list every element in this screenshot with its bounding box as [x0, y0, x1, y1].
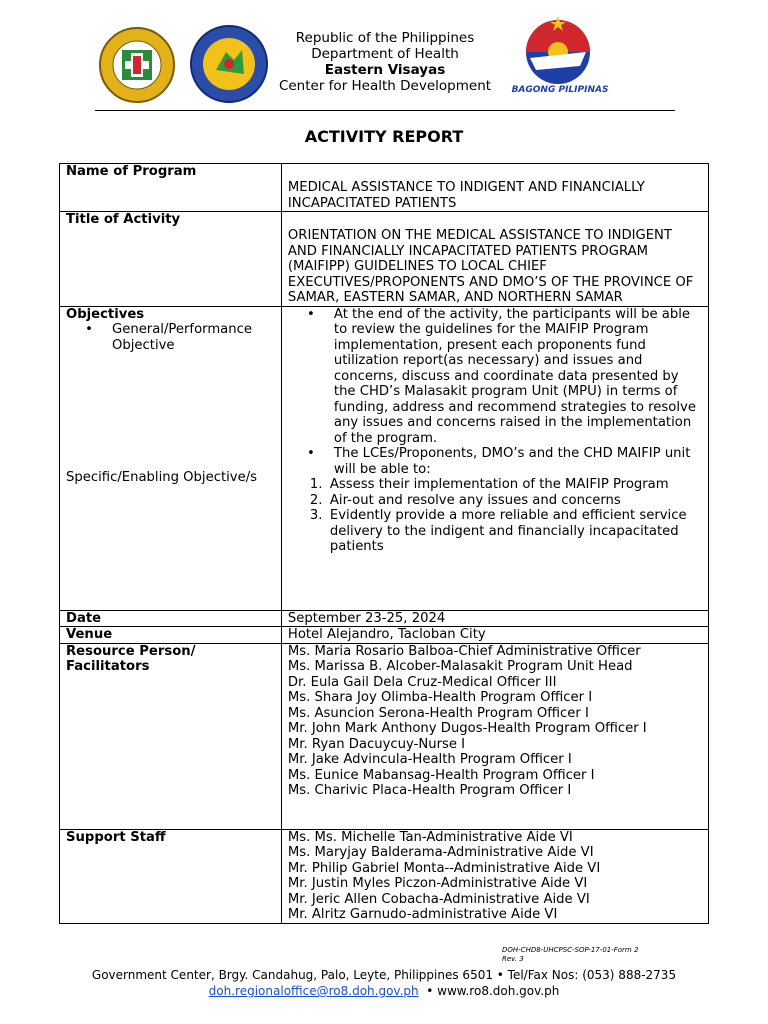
activity-label: Title of Activity — [60, 212, 282, 307]
bagong-pilipinas-logo-text: BAGONG PILIPINAS — [511, 85, 609, 95]
venue-value: Hotel Alejandro, Tacloban City — [281, 627, 708, 644]
row-support — [60, 829, 709, 923]
activity-value: ORIENTATION ON THE MEDICAL ASSISTANCE TO INDIGENT AND FINANCIALLY INCAPACITATED PATIENTS PROGRAM (MAIFIPP) GUIDELINES TO LOCAL CHIEF EXECUTIVES/PROPONENTS AND DMO’S OF THE PROVINCE OF SAMAR, EASTERN SAMAR, AND NORTHERN SAMAR — [287, 228, 694, 305]
list-item: Mr. John Mark Anthony Dugos-Health Program Officer I — [287, 721, 647, 736]
resource-person-list — [281, 643, 708, 829]
list-item: Mr. Philip Gabriel Monta--Administrative Aide VI — [287, 860, 601, 876]
letterhead-line-1: Republic of the Philippines — [295, 30, 475, 46]
list-item: Mr. Jake Advincula-Health Program Officer I — [287, 752, 572, 767]
program-value: MEDICAL ASSISTANCE TO INDIGENT AND FINANCIALLY INCAPACITATED PATIENTS — [287, 180, 645, 211]
list-item: Ms. Shara Joy Olimba-Health Program Officer I — [287, 690, 593, 705]
row-date — [60, 610, 709, 627]
row-venue — [60, 627, 709, 644]
email-link[interactable]: doh.regionaloffice@ro8.doh.gov.ph — [208, 984, 419, 998]
list-item: Mr. Ryan Dacuycuy-Nurse I — [287, 736, 466, 752]
resource-label-2: Facilitators — [66, 659, 150, 674]
page-title: ACTIVITY REPORT — [304, 127, 464, 146]
form-code: DOH-CHD8-UHCPSC-SOP-17-01-Form 2 Rev. 3 — [502, 946, 639, 963]
footer-address: Government Center, Brgy. Candahug, Palo, Leyte, Philippines 6501 • Tel/Fax Nos: (053) 888-2735 — [91, 968, 677, 982]
venue-label: Venue — [60, 627, 282, 644]
list-item: Ms. Charivic Placa-Health Program Officer I — [287, 783, 572, 798]
row-resource — [60, 643, 709, 829]
list-item: Ms. Maryjay Balderama-Administrative Aide VI — [287, 845, 594, 860]
letterhead-line-4: Center for Health Development — [278, 78, 492, 94]
row-program — [60, 164, 709, 212]
date-label: Date — [60, 610, 282, 627]
list-item: Ms. Eunice Mabansag-Health Program Officer I — [287, 767, 595, 783]
footer-contact — [0, 984, 768, 998]
header-divider — [95, 110, 675, 111]
list-item: Ms. Marissa B. Alcober-Malasakit Program Unit Head — [287, 659, 633, 674]
list-item: Mr. Justin Myles Piczon-Administrative Aide VI — [287, 876, 588, 891]
row-activity — [60, 212, 709, 307]
letterhead-line-2: Department of Health — [311, 46, 459, 62]
list-item: Mr. Alritz Garnudo-administrative Aide VI — [287, 907, 558, 922]
specific-objective-label: Specific/Enabling Objective/s — [66, 470, 258, 485]
list-item: Ms. Asuncion Serona-Health Program Officer I — [287, 705, 589, 721]
program-label: Name of Program — [60, 164, 282, 212]
specific-objective-item: 3. Evidently provide a more reliable and efficient service delivery to the indigent and financially incapacitated patients — [309, 508, 687, 554]
date-value: September 23-25, 2024 — [281, 610, 708, 627]
letterhead — [250, 30, 520, 94]
row-objectives — [60, 306, 709, 610]
support-label: Support Staff — [60, 829, 282, 923]
list-item: Ms. Maria Rosario Balboa-Chief Administrative Officer — [287, 643, 641, 659]
bullet-icon: • — [85, 322, 93, 337]
objectives-label: Objectives — [66, 306, 145, 322]
doh-seal-logo — [92, 26, 182, 104]
general-objective-text: • At the end of the activity, the participants will be able to review the guidelines for the MAIFIP Program implementation, present each proponents fund utilization report(as necessary) and issues and concerns, discuss and coordinate data presented by the CHD’s Malasakit program Unit (MPU) in terms of funding, address and recommend strategies to resolve any issues and concerns raised in the implementation of the program. — [288, 307, 702, 447]
list-item: Ms. Ms. Michelle Tan-Administrative Aide VI — [287, 829, 573, 845]
bullet-icon: • — [307, 306, 315, 322]
list-item: Dr. Eula Gail Dela Cruz-Medical Officer III — [287, 674, 557, 690]
support-staff-list — [281, 829, 708, 923]
website-text: • www.ro8.doh.gov.ph — [418, 984, 560, 998]
specific-objective-intro: • The LCEs/Proponents, DMO’s and the CHD MAIFIP unit will be able to: — [288, 446, 702, 477]
general-objective-label: • General/Performance Objective — [66, 322, 275, 353]
bullet-icon: • — [307, 446, 315, 461]
activity-report-table — [59, 163, 709, 924]
specific-objective-item: 1. Assess their implementation of the MAIFIP Program — [309, 477, 669, 492]
resource-label-1: Resource Person/ — [66, 643, 196, 659]
specific-objective-item: 2. Air-out and resolve any issues and concerns — [309, 492, 621, 508]
list-item: Mr. Jeric Allen Cobacha-Administrative Aide VI — [287, 891, 590, 907]
letterhead-line-3: Eastern Visayas — [324, 62, 446, 78]
